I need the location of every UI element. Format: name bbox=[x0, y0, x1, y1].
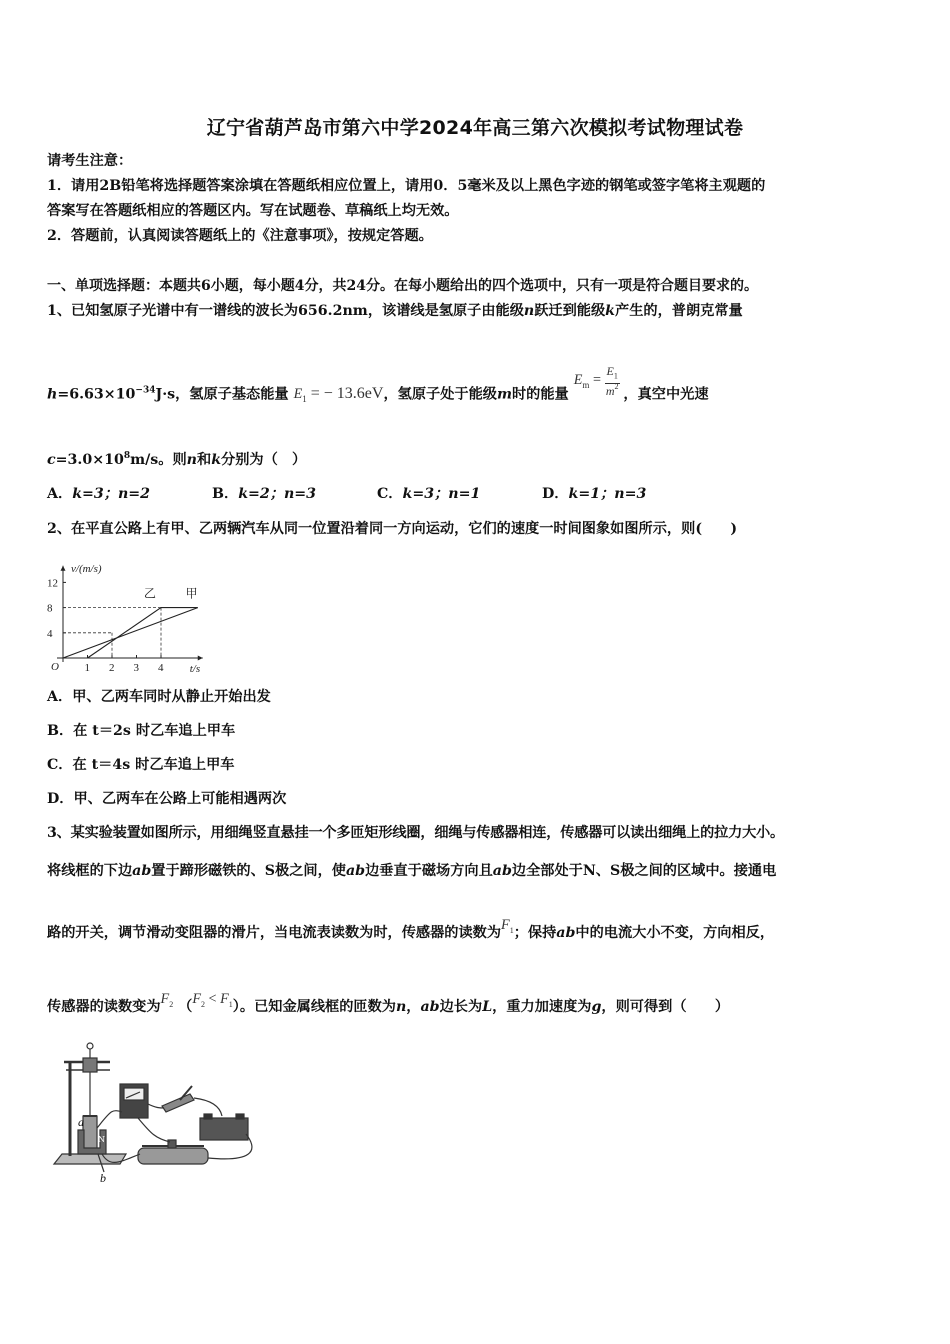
coil-frame bbox=[83, 1116, 97, 1150]
q1-option-b[interactable]: B．k=2；n=3 bbox=[212, 486, 317, 502]
q1-option-a[interactable]: A．k=3；n=2 bbox=[47, 486, 151, 502]
q3-line-1: 3、某实验装置如图所示，用细绳竖直悬挂一个多匝矩形线圈，细绳与传感器相连，传感器可以读出细绳上的拉力大小。 bbox=[47, 825, 785, 841]
q1-stem: 1、已知氢原子光谱中有一谱线的波长为656.2nm，该谱线是氢原子由能级n跃迁到能级k产生的，普朗克常量 bbox=[47, 303, 743, 319]
y-tick-label: 4 bbox=[47, 627, 53, 640]
experiment-apparatus-figure bbox=[50, 1042, 265, 1187]
q1-options bbox=[47, 483, 907, 505]
q1-light-speed-line: $c=3.0\times 10^8m/s$。则n和k分别为（ ） bbox=[47, 451, 307, 468]
switch bbox=[162, 1086, 194, 1112]
battery bbox=[200, 1114, 248, 1140]
x-axis-label: t/s bbox=[189, 663, 201, 673]
force-sensor bbox=[83, 1043, 97, 1116]
vt-chart bbox=[45, 548, 215, 673]
label-a: a bbox=[78, 1115, 84, 1129]
q1-constants-line: $h=6.63\times 10^{-34}J\cdot s$，氢原子基态能量 $E_1$ = − 13.6eV，氢原子处于能级m时的能量 $E_m$ = $\frac{E_1}{m^2}$ ，真空中光速 bbox=[47, 364, 709, 405]
label-b: b bbox=[100, 1171, 106, 1185]
q1-option-d[interactable]: D．k=1；n=3 bbox=[542, 486, 647, 502]
q2-option-c[interactable]: C．在 t＝4s 时乙车追上甲车 bbox=[47, 757, 235, 773]
q3-line-2: 将线框的下边ab置于蹄形磁铁的、S极之间，使ab边垂直于磁场方向且ab边全部处于N、S极之间的区域中。接通电 bbox=[47, 863, 777, 879]
x-axis-arrow bbox=[198, 656, 203, 661]
q3-line-4: 传感器的读数变为$F_2$ $(F_2 < F_1)$。已知金属线框的匝数为n，ab边长为L，重力加速度为g，则可得到（ ） bbox=[47, 991, 730, 1015]
notice-heading: 请考生注意： bbox=[47, 153, 133, 169]
svg-text:N: N bbox=[98, 1135, 105, 1144]
x-tick-label: 4 bbox=[158, 662, 164, 673]
x-tick-label: 2 bbox=[109, 662, 115, 673]
rheostat bbox=[138, 1140, 208, 1164]
q2-option-d[interactable]: D．甲、乙两车在公路上可能相遇两次 bbox=[47, 791, 287, 807]
series-label-jia: 甲 bbox=[185, 586, 198, 601]
q2-option-b[interactable]: B．在 t＝2s 时乙车追上甲车 bbox=[47, 723, 236, 739]
y-tick-label: 12 bbox=[47, 577, 58, 590]
notice-line-1: 1．请用2B铅笔将选择题答案涂填在答题纸相应位置上，请用0．5毫米及以上黑色字迹的钢笔或签字笔将主观题的 bbox=[47, 178, 766, 194]
ammeter bbox=[120, 1084, 148, 1118]
q1-option-c[interactable]: C．k=3；n=1 bbox=[377, 486, 481, 502]
q2-stem: 2、在平直公路上有甲、乙两辆汽车从同一位置沿着同一方向运动，它们的速度一时间图象如图所示，则( ) bbox=[47, 521, 738, 537]
notice-line-2: 答案写在答题纸相应的答题区内。写在试题卷、草稿纸上均无效。 bbox=[47, 203, 459, 219]
series-label-yi: 乙 bbox=[143, 586, 156, 601]
q2-option-a[interactable]: A．甲、乙两车同时从静止开始出发 bbox=[47, 689, 271, 705]
y-axis-label: v/(m/s) bbox=[71, 562, 102, 575]
y-axis-arrow bbox=[61, 566, 66, 571]
origin-label: O bbox=[51, 661, 59, 673]
x-tick-label: 1 bbox=[84, 662, 90, 673]
x-tick-label: 3 bbox=[133, 662, 139, 673]
q3-line-3: 路的开关，调节滑动变阻器的滑片，当电流表读数为时，传感器的读数为$F_1$；保持ab中的电流大小不变，方向相反， bbox=[47, 917, 775, 941]
section-heading: 一、单项选择题：本题共6小题，每小题4分，共24分。在每小题给出的四个选项中，只有一项是符合题目要求的。 bbox=[47, 278, 758, 294]
notice-line-3: 2．答题前，认真阅读答题纸上的《注意事项》，按规定答题。 bbox=[47, 228, 433, 244]
page-title: 辽宁省葫芦岛市第六中学2024年高三第六次模拟考试物理试卷 bbox=[206, 117, 744, 139]
y-tick-label: 8 bbox=[47, 602, 53, 615]
